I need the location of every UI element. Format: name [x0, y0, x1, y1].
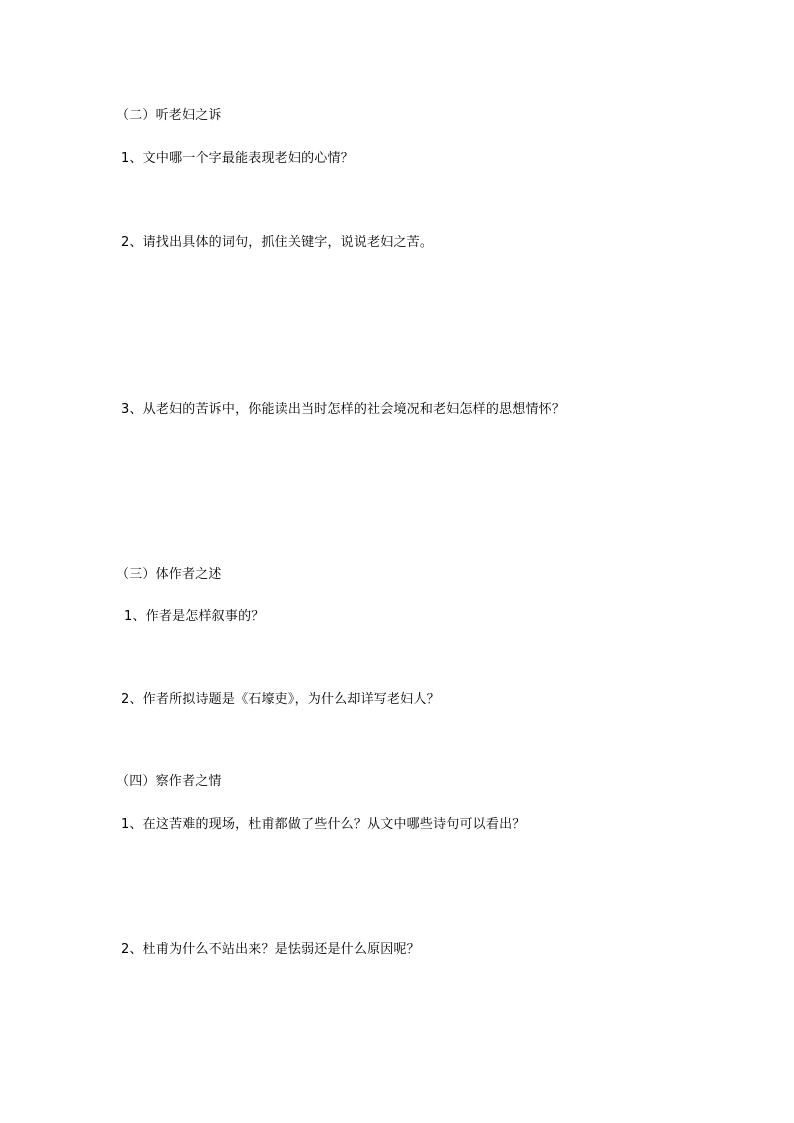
- question-4-1: 1、在这苦难的现场，杜甫都做了些什么？从文中哪些诗句可以看出？: [121, 817, 526, 832]
- question-3-1: 1、作者是怎样叙事的？: [124, 609, 265, 624]
- question-2-1: 1、文中哪一个字最能表现老妇的心情？: [121, 151, 354, 166]
- section-heading-3: （三）体作者之述: [116, 567, 222, 582]
- section-heading-4: （四）察作者之情: [116, 774, 222, 789]
- question-2-2: 2、请找出具体的词句，抓住关键字，说说老妇之苦。: [121, 235, 434, 250]
- section-heading-2: （二）听老妇之诉: [116, 108, 222, 123]
- question-3-2: 2、作者所拟诗题是《石壕吏》，为什么却详写老妇人？: [121, 692, 440, 707]
- question-4-2: 2、杜甫为什么不站出来？是怯弱还是什么原因呢？: [121, 942, 420, 957]
- question-2-3: 3、从老妇的苦诉中，你能读出当时怎样的社会境况和老妇怎样的思想情怀？: [121, 402, 566, 417]
